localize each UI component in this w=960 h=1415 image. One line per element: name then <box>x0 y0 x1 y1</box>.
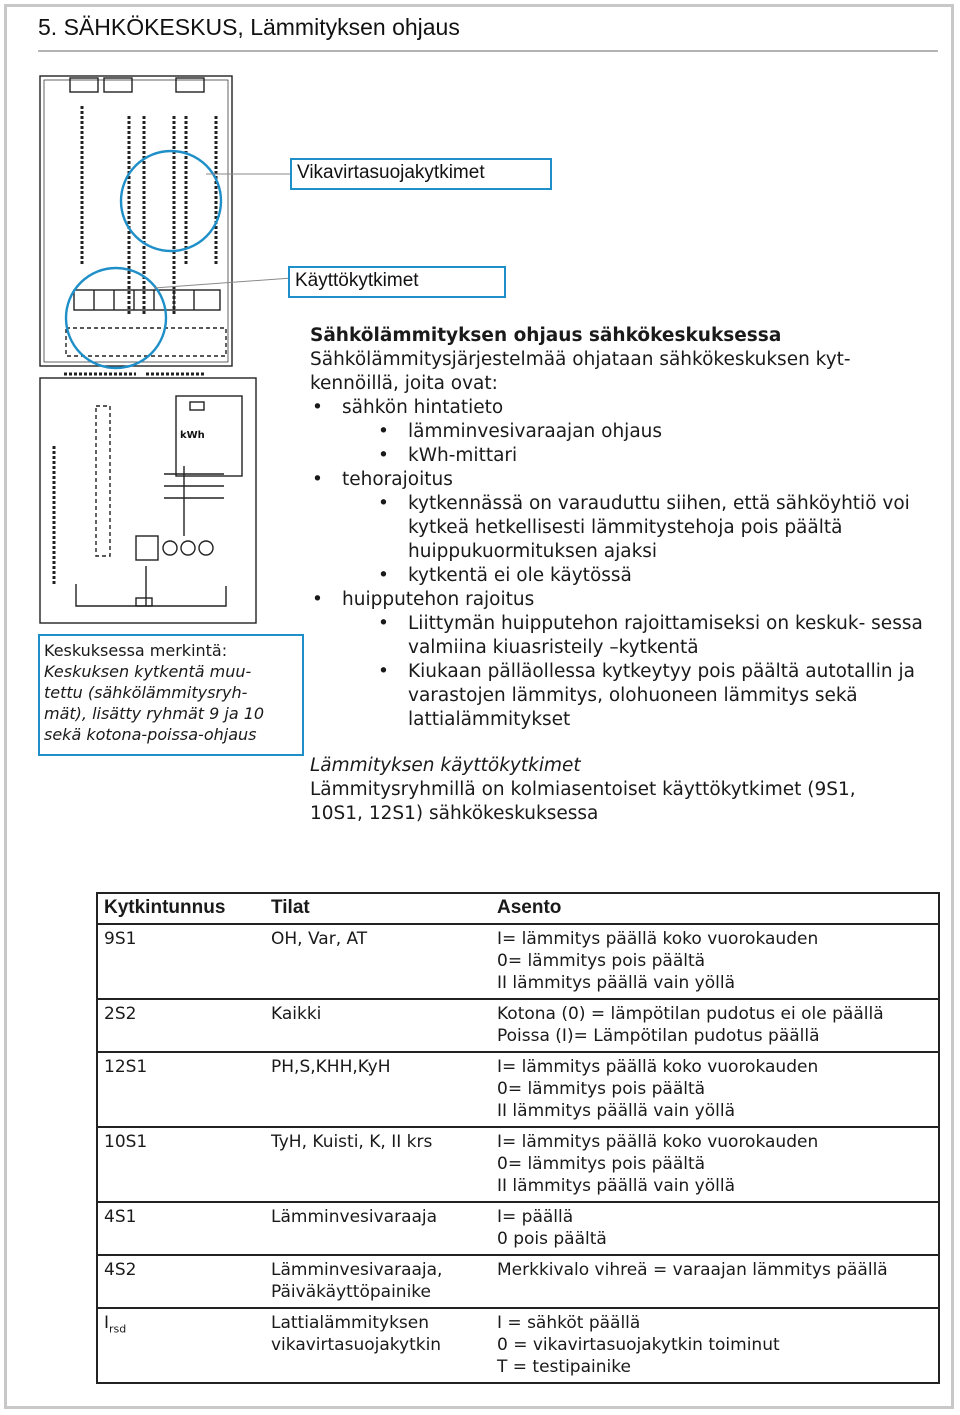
list-item: • lämminvesivaraajan ohjaus <box>310 420 930 444</box>
control-list <box>310 396 930 732</box>
cell-line: 0 = vikavirtasuojakytkin toiminut <box>497 1335 780 1355</box>
cell-asento <box>491 924 939 999</box>
kaytto-highlight-circle <box>66 268 166 368</box>
list-item: • Kiukaan pälläollessa kytkeytyy pois päältä autotallin ja varastojen lämmitys, olohuoneen lämmitys sekä lattialämmitykset <box>310 660 930 732</box>
table-row <box>97 1052 939 1127</box>
kaytto-callout: Käyttökytkimet <box>288 266 506 298</box>
cell-asento <box>491 1202 939 1255</box>
cell-line: Poissa (I)= Lämpötilan pudotus päällä <box>497 1026 820 1046</box>
page-title: 5. SÄHKÖKESKUS, Lämmityksen ohjaus <box>38 14 460 40</box>
title-rule <box>38 50 938 52</box>
cell-line: Merkkivalo vihreä = varaajan lämmitys päällä <box>497 1260 888 1280</box>
cell-line: TyH, Kuisti, K, II krs <box>271 1132 433 1152</box>
cell-line: II lämmitys päällä vain yöllä <box>497 973 735 993</box>
note-line-2: tettu (sähkölämmitysryh- <box>44 683 248 702</box>
table-header-row <box>97 893 939 924</box>
section1-heading: Sähkölämmityksen ohjaus sähkökeskuksessa <box>310 325 782 346</box>
note-line-3: mät), lisätty ryhmät 9 ja 10 <box>44 704 265 723</box>
vikavirta-highlight-circle <box>121 151 221 251</box>
cell-line: I= lämmitys päällä koko vuorokauden <box>497 929 819 949</box>
cell-line: I= päällä <box>497 1207 574 1227</box>
cell-asento <box>491 1308 939 1383</box>
cell-asento <box>491 1255 939 1308</box>
cell-kytkintunnus: 2S2 <box>104 1004 137 1024</box>
switchboard-diagram <box>36 66 306 626</box>
main-content <box>310 324 930 826</box>
section1-intro-line-1: Sähkölämmitysjärjestelmää ohjataan sähkökeskuksen kyt- <box>310 349 851 370</box>
list-item: • kytkentä ei ole käytössä <box>310 564 930 588</box>
list-item: • huipputehon rajoitus <box>310 588 930 612</box>
list-item: • sähkön hintatieto <box>310 396 930 420</box>
table-row <box>97 1127 939 1202</box>
cell-tilat <box>265 1255 491 1308</box>
list-item: • kytkennässä on varauduttu siihen, että sähköyhtiö voi kytkeä hetkellisesti lämmitystehoja pois päältä huippukuormituksen ajaksi <box>310 492 930 564</box>
cell-line: Kotona (0) = lämpötilan pudotus ei ole päällä <box>497 1004 884 1024</box>
cell-line: PH,S,KHH,KyH <box>271 1057 391 1077</box>
cell-line: Päiväkäyttöpainike <box>271 1282 431 1302</box>
cell-kytkintunnus: 4S1 <box>104 1207 137 1227</box>
cell-tilat <box>265 1308 491 1383</box>
cell-tilat <box>265 1202 491 1255</box>
cell-line: Lattialämmityksen <box>271 1313 430 1333</box>
cell-line: Kaikki <box>271 1004 322 1024</box>
table-row <box>97 1308 939 1383</box>
kwh-label: kWh <box>180 430 205 441</box>
header-kytkintunnus: Kytkintunnus <box>104 897 226 918</box>
note-line-1: Keskuksen kytkentä muu- <box>44 662 252 681</box>
cell-kytkintunnus: 9S1 <box>104 929 137 949</box>
section2-heading: Lämmityksen käyttökytkimet <box>310 755 581 776</box>
header-tilat: Tilat <box>271 897 310 918</box>
table-row <box>97 1202 939 1255</box>
cell-tilat <box>265 924 491 999</box>
cell-line: 0= lämmitys pois päältä <box>497 951 706 971</box>
cell-line: Lämminvesivaraaja, <box>271 1260 443 1280</box>
cell-tilat <box>265 1052 491 1127</box>
cell-asento <box>491 1052 939 1127</box>
section2-body-line-2: 10S1, 12S1) sähkökeskuksessa <box>310 803 599 824</box>
section1-intro-line-2: kennöillä, joita ovat: <box>310 373 498 394</box>
list-item: • Liittymän huipputehon rajoittamiseksi on keskuk- sessa valmiina kiuasristeily –kytkentä <box>310 612 930 660</box>
table-row <box>97 1255 939 1308</box>
cell-line: 0= lämmitys pois päältä <box>497 1079 706 1099</box>
cell-line: 0= lämmitys pois päältä <box>497 1154 706 1174</box>
cell-kytkintunnus: 12S1 <box>104 1057 148 1077</box>
cell-asento <box>491 1127 939 1202</box>
cell-line: I= lämmitys päällä koko vuorokauden <box>497 1132 819 1152</box>
header-asento: Asento <box>497 897 562 918</box>
cell-line: Lämminvesivaraaja <box>271 1207 438 1227</box>
switch-table <box>96 892 940 1384</box>
cell-kytkintunnus: 4S2 <box>104 1260 137 1280</box>
cell-line: OH, Var, AT <box>271 929 368 949</box>
section2-body-line-1: Lämmitysryhmillä on kolmiasentoiset käyttökytkimet (9S1, <box>310 779 856 800</box>
cell-line: vikavirtasuojakytkin <box>271 1335 442 1355</box>
cell-line: II lämmitys päällä vain yöllä <box>497 1176 735 1196</box>
cell-line: II lämmitys päällä vain yöllä <box>497 1101 735 1121</box>
note-title: Keskuksessa merkintä: <box>44 641 228 660</box>
vikavirta-callout: Vikavirtasuojakytkimet <box>290 158 552 190</box>
cell-kytkintunnus: 10S1 <box>104 1132 148 1152</box>
list-item: • kWh-mittari <box>310 444 930 468</box>
cell-line: I= lämmitys päällä koko vuorokauden <box>497 1057 819 1077</box>
note-line-4: sekä kotona-poissa-ohjaus <box>44 725 257 744</box>
cell-tilat <box>265 1127 491 1202</box>
panel-note <box>38 634 304 756</box>
table-row <box>97 924 939 999</box>
table-row <box>97 999 939 1052</box>
list-item: • tehorajoitus <box>310 468 930 492</box>
cell-line: T = testipainike <box>497 1357 631 1377</box>
cell-line: 0 pois päältä <box>497 1229 607 1249</box>
cell-line: I = sähköt päällä <box>497 1313 641 1333</box>
cell-tilat <box>265 999 491 1052</box>
cell-asento <box>491 999 939 1052</box>
cell-kytkintunnus: $I_{rsd}$ <box>104 1313 127 1336</box>
cell-kytkintunnus-sub: rsd <box>109 1322 127 1336</box>
